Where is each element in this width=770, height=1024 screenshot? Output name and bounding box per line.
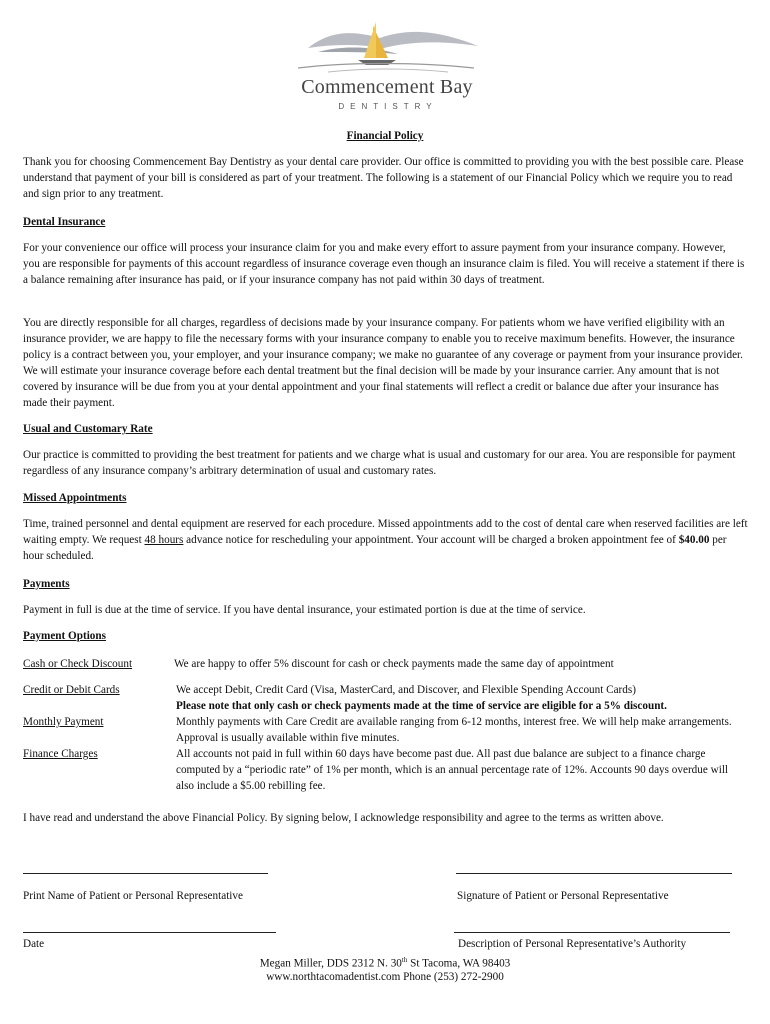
option-text: All accounts not paid in full within 60 days have become past due. All past due balance are subject to a finance charge computed by a “periodic rate” of 1% per month, which is an annual percentage rate of 12%. Accounts 90 days overdue will also include a $5.00 rebilling fee. — [176, 748, 729, 792]
missed-text-a: Time, trained personnel and dental equipment are reserved for each procedure. Missed appointments add to the cost of dental care when reserved facilities are left waiting empty. We request — [23, 518, 748, 546]
logo-name: Commencement Bay — [301, 76, 473, 98]
footer-ordinal: th — [401, 956, 408, 964]
payments-heading: Payments — [23, 578, 70, 590]
sailboat-icon — [288, 18, 484, 78]
option-label: Monthly Payment — [23, 716, 104, 728]
option-text — [176, 682, 746, 714]
acknowledgement-paragraph: I have read and understand the above Financial Policy. By signing below, I acknowledge responsibility and agree to the terms as written above. — [23, 812, 664, 824]
broken-appointment-fee: $40.00 — [678, 534, 710, 546]
print-name-label: Print Name of Patient or Personal Representative — [23, 890, 243, 902]
option-label: Finance Charges — [23, 748, 98, 760]
authority-line[interactable] — [454, 932, 730, 933]
missed-text-c: per hour scheduled. — [23, 534, 727, 562]
print-name-line[interactable] — [23, 873, 268, 874]
dental-insurance-paragraph-1: For your convenience our office will process your insurance claim for you and make every effort to assure payment from your insurance company. However, you are responsible for payments of this account regardless of insurance coverage even though an insurance claim is filed. You will receive a statement if there is a balance remaining after insurance has paid, or if your insurance company has not paid within 30 days of treatment. — [23, 242, 745, 286]
footer-address-text: Megan Miller, DDS 2312 N. 30 — [259, 957, 402, 970]
usual-rate-paragraph: Our practice is committed to providing the best treatment for patients and we charge what is usual and customary for our area. You are responsible for payment regardless of any insurance company’s arbitrary determination of usual and customary rates. — [23, 449, 736, 477]
missed-appointments-heading: Missed Appointments — [23, 492, 127, 504]
intro-paragraph: Thank you for choosing Commencement Bay Dentistry as your dental care provider. Our office is committed to providing you with the best possible care. Please understand that payment of your bill is considered as part of your treatment. The following is a statement of our Financial Policy which we require you to read and sign prior to any treatment. — [23, 156, 744, 200]
page-title: Financial Policy — [346, 130, 424, 142]
signature-line[interactable] — [456, 873, 732, 874]
authority-label: Description of Personal Representative’s Authority — [458, 938, 687, 950]
option-text: Monthly payments with Care Credit are available ranging from 6-12 months, interest free. We will help make arrangements. Approval is usually available within five minutes. — [176, 716, 732, 744]
logo — [288, 18, 484, 116]
option-label: Credit or Debit Cards — [23, 684, 120, 696]
footer-contact: www.northtacomadentist.com Phone (253) 272-2900 — [266, 971, 504, 983]
option-text: We are happy to offer 5% discount for cash or check payments made the same day of appointment — [174, 658, 614, 670]
notice-hours: 48 hours — [144, 534, 184, 546]
logo-subtitle: DENTISTRY — [338, 102, 438, 111]
payments-paragraph: Payment in full is due at the time of service. If you have dental insurance, your estimated portion is due at the time of service. — [23, 604, 586, 616]
date-line[interactable] — [23, 932, 276, 933]
usual-rate-heading: Usual and Customary Rate — [23, 423, 153, 435]
dental-insurance-heading: Dental Insurance — [23, 216, 106, 228]
dental-insurance-paragraph-2: You are directly responsible for all charges, regardless of decisions made by your insurance company. For patients whom we have verified eligibility with an insurance provider, we are happy to file the necessary forms with your insurance company to enable you to receive maximum benefits. However, the insurance policy is a contract between you, your employer, and your insurance company; we make no guarantee of any coverage or payment from your insurance provider. We will estimate your insurance coverage before each dental treatment but the final decision will be made by your insurance carrier. Any amount that is not covered by insurance will be due from you at your dental appointment and your final statements will reflect a credit or balance due after your insurance has made their payment. — [23, 317, 743, 409]
option-label: Cash or Check Discount — [23, 658, 133, 670]
missed-text-b: advance notice for rescheduling your appointment. Your account will be charged a broken appointment fee of — [183, 534, 679, 546]
footer-city: St Tacoma, WA 98403 — [407, 957, 511, 970]
option-text-main: We accept Debit, Credit Card (Visa, MasterCard, and Discover, and Flexible Spending Account Cards) — [176, 684, 636, 696]
date-label: Date — [23, 938, 45, 950]
discount-note: Please note that only cash or check payments made at the time of service are eligible for a 5% discount. — [176, 700, 667, 712]
payment-options-heading: Payment Options — [23, 630, 106, 642]
signature-label: Signature of Patient or Personal Representative — [457, 890, 669, 902]
missed-appointments-paragraph — [23, 516, 749, 564]
